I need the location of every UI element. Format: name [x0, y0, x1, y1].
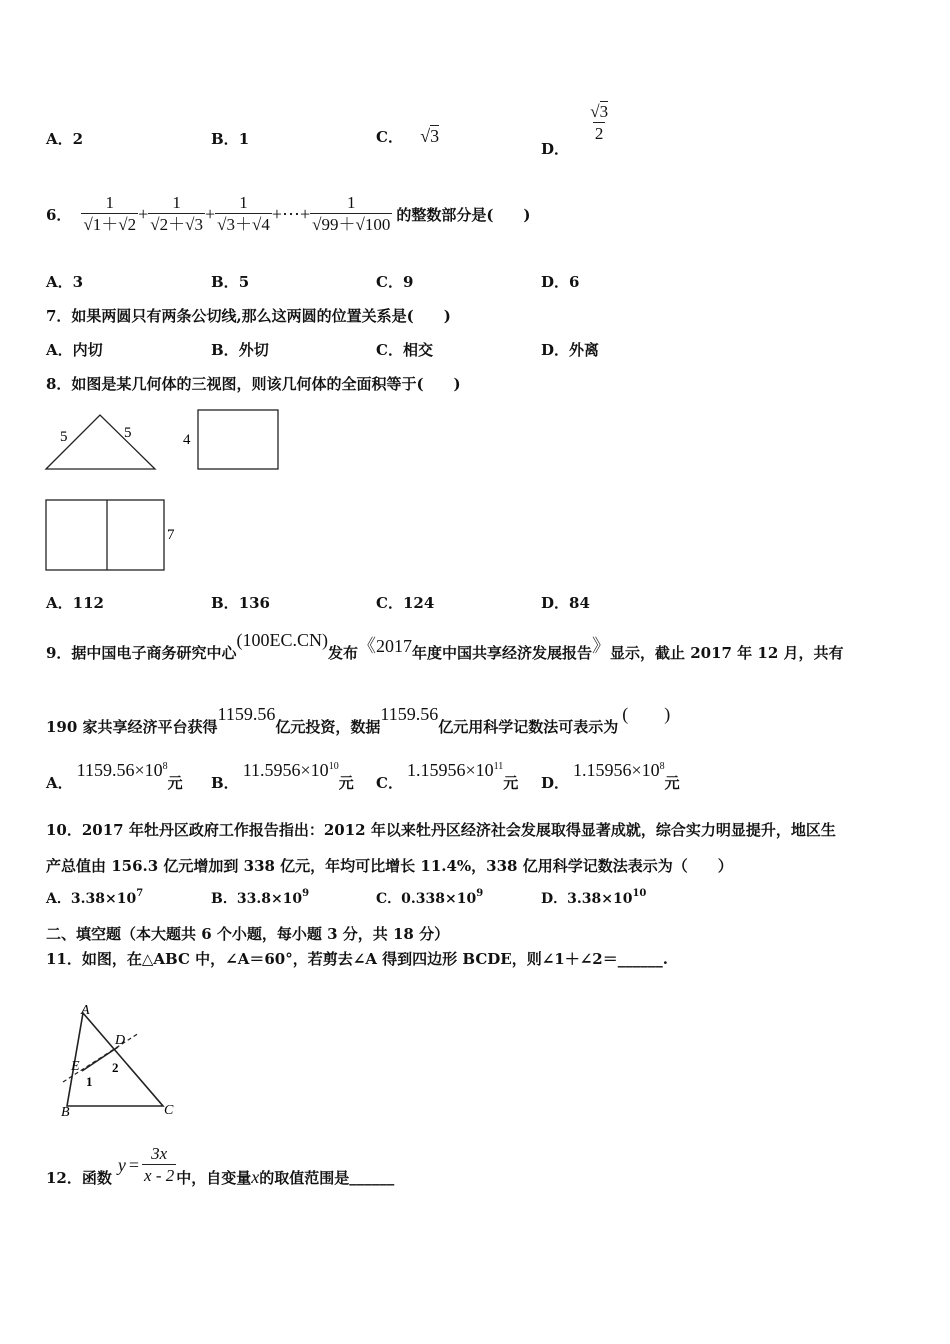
q9-option-d: D．$1.15956\times 10^8$元 [541, 760, 680, 792]
q6-option-d: D．6 [541, 273, 580, 291]
q10-option-c: C．$0.338\times 10^9$ [376, 888, 484, 907]
q9-option-c: C．$1.15956\times 10^{11}$元 [376, 760, 519, 792]
question-8: 8．如图是某几何体的三视图，则该几何体的全面积等于( ) [46, 375, 461, 393]
q9-option-b: B．$11.5956\times 10^{10}$元 [211, 760, 354, 792]
section-2-title: 二、填空题（本大题共 6 个小题，每小题 3 分，共 18 分） [46, 925, 450, 943]
answer-blank: ______ [617, 950, 663, 968]
question-6: 6． $\frac{1}{√1+√2}$ + $\frac{1}{√2+√3}$ + $\frac{1}{√3+√4}$ +⋯+ $\frac{1}{√99+√100}$ 的整数部分是( ) [46, 192, 531, 234]
sqrt-symbol: √ [420, 126, 431, 146]
q5-option-a: A．2 [46, 130, 84, 148]
label-a: A [81, 1003, 90, 1018]
q6-fraction-3: $\frac{1}{√3+√4}$ [217, 192, 270, 234]
q5-option-d: D． $\frac{√3}{2}$ [541, 102, 609, 158]
q6-fraction-2: $\frac{1}{√2+√3}$ [150, 192, 203, 234]
label-angle-1: 1 [86, 1074, 93, 1089]
q6-option-c: C．9 [376, 273, 414, 291]
question-7: 7．如果两圆只有两条公切线,那么这两圆的位置关系是( ) [46, 307, 451, 325]
triangle-figure [55, 1000, 195, 1125]
question-12: 12．函数 y = $\frac{3x}{x - 2}$ 中，自变量 x 的取值范围是 ______ [46, 1143, 395, 1187]
q10-option-a: A．$3.38\times 10^7$ [46, 888, 144, 907]
q6-option-b: B．5 [211, 273, 250, 291]
q7-option-b: B．外切 [211, 341, 269, 359]
question-10-line-1: 10．2017 年牡丹区政府工作报告指出：2012 年以来牡丹区经济社会发展取得显著成就，综合实力明显提升，地区生 [46, 821, 836, 839]
q7-option-a: A．内切 [46, 341, 103, 359]
q8-option-b: B．136 [211, 594, 270, 612]
function-fraction: $\frac{3x}{x - 2}$ [144, 1143, 175, 1185]
label-b: B [61, 1105, 70, 1120]
question-11: 11．如图，在△ABC 中，∠A＝60°，若剪去∠A 得到四边形 BCDE，则∠1＋∠2＝______. [46, 950, 668, 968]
label-side-height: 4 [183, 432, 191, 448]
q8-option-d: D．84 [541, 594, 590, 612]
q6-fraction-1: $\frac{1}{√1+√2}$ [83, 192, 137, 234]
question-10-line-2: 产总值由 156.3 亿元增加到 338 亿元，年均可比增长 11.4%，338 亿用科学记数法表示为（ ） [46, 857, 733, 875]
label-angle-2: 2 [112, 1060, 119, 1075]
answer-blank: ______ [349, 1168, 395, 1186]
label-left-side: 5 [60, 429, 68, 445]
label-front-height: 7 [167, 527, 175, 543]
q9-option-a: A．$1159.56\times 10^8$元 [46, 760, 183, 792]
question-9-line-1: 9．据中国电子商务研究中心(100EC.CN)发布《2017年度中国共享经济发展报告》显示，截止 2017 年 12 月，共有 [46, 630, 844, 662]
q8-option-c: C．124 [376, 594, 435, 612]
label-d: D [115, 1033, 126, 1048]
q10-option-d: D．$3.38\times 10^{10}$ [541, 888, 647, 907]
q7-option-d: D．外离 [541, 341, 600, 359]
q6-fraction-4: $\frac{1}{√99+√100}$ [312, 192, 391, 234]
q7-option-c: C．相交 [376, 341, 433, 359]
label-c: C [164, 1103, 174, 1118]
q6-option-a: A．3 [46, 273, 84, 291]
label-e: E [71, 1059, 80, 1074]
q10-option-b: B．$33.8\times 10^9$ [211, 888, 310, 907]
label-right-side: 5 [124, 425, 132, 441]
question-9-line-2: 190 家共享经济平台获得1159.56亿元投资，数据1159.56亿元用科学记数法可表示为( ) [46, 704, 671, 736]
three-view-figure [40, 405, 290, 580]
q8-option-a: A．112 [46, 594, 104, 612]
q5-option-b: B．1 [211, 130, 250, 148]
q5-option-c: C． √3 [376, 126, 440, 146]
front-view-rectangle [46, 500, 164, 570]
side-view-rectangle [198, 410, 278, 469]
